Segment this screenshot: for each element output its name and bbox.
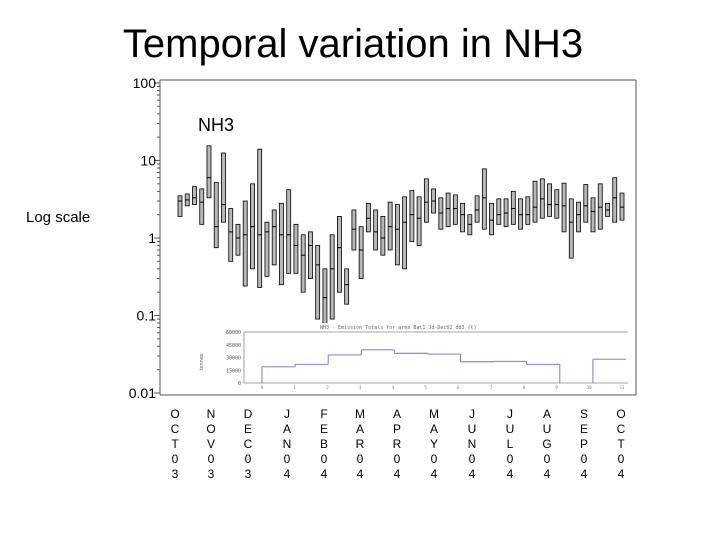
box-mark [374,210,378,250]
inset-x-tick-label: 1 [293,385,296,390]
month-label: O C T 0 4 [616,407,626,481]
box-mark [424,179,428,222]
box-mark [591,198,595,232]
inset-x-tick-label: 6 [457,385,460,390]
inset-x-tick-label: 9 [555,385,558,390]
box-mark [381,216,385,255]
inset-x-tick-label: 3 [358,385,362,390]
inset-y-tick-label: 15000 [225,368,241,375]
box-mark [366,203,370,232]
inset-x-tick-label: 11 [619,385,625,390]
box-mark [272,210,276,265]
box-mark [178,196,182,217]
box-mark [620,193,624,220]
month-label: J U L 0 4 [505,407,515,481]
box-mark [243,201,247,286]
inset-emission-chart [199,323,632,390]
box-mark [214,183,218,248]
box-mark [229,209,233,262]
box-mark [192,187,196,205]
box-mark [330,235,334,319]
main-chart-title: NH3 [198,115,235,135]
box-mark [410,191,414,242]
inset-x-tick-label: 7 [489,385,493,390]
box-mark [417,197,421,246]
box-mark [446,193,450,227]
log-scale-note: Log scale [26,209,91,226]
inset-y-tick-label: 45000 [225,342,241,349]
month-label: M A R 0 4 [355,407,365,481]
inset-y-label: tonnes [199,353,205,371]
box-mark [497,199,501,225]
inset-x-tick-label: 8 [522,385,526,390]
inset-title: NH3 - Emission Totals for area Bat1 Jd-Dec02 dd3 (t) [320,325,477,331]
box-mark [236,224,240,255]
box-mark [352,210,356,250]
slide-title: Temporal variation in NH3 [122,22,584,66]
main-y-tick-labels [129,75,156,401]
main-y-tick-label: 0.1 [136,307,156,324]
box-mark [519,199,523,229]
month-label: D E C 0 3 [243,407,253,481]
box-series [178,146,624,339]
box-mark [461,203,465,232]
box-mark [569,199,573,258]
month-label: A U G 0 4 [542,407,552,481]
box-mark [453,195,457,224]
box-mark [265,222,269,276]
box-mark [403,197,407,269]
box-mark [584,185,588,223]
month-label: O C T 0 3 [170,407,180,481]
main-y-tick-label: 10 [140,152,156,169]
month-label: J A N 0 4 [282,407,292,481]
inset-y-tick-label: 60000 [225,330,241,336]
inset-y-tick-label: 30000 [225,355,241,362]
box-mark [475,196,479,222]
inset-x-tick-label: 10 [586,385,592,390]
box-mark [200,189,204,224]
box-mark [598,184,602,229]
box-mark [533,181,537,222]
month-label: J U N 0 4 [467,407,477,481]
month-label: N O V 0 3 [206,407,216,481]
inset-x-tick-label: 2 [326,385,329,390]
box-mark [613,178,617,222]
box-mark [337,216,341,292]
box-mark [258,149,262,287]
inset-x-tick-label: 4 [391,385,395,390]
box-mark [287,190,291,274]
box-mark [395,205,399,265]
box-mark [308,232,312,279]
inset-y-tick-label: 0 [237,381,241,387]
box-mark [388,202,392,250]
box-mark [345,269,349,304]
box-mark [577,202,581,232]
box-mark [301,235,305,292]
inset-background [203,323,632,389]
inset-x-tick-label: 5 [424,385,427,390]
month-label: M A Y 0 4 [429,407,439,481]
box-mark [511,191,515,224]
box-mark [562,183,566,232]
main-y-tick-label: 0.01 [128,385,156,401]
month-label: S E P 0 4 [579,407,589,481]
main-y-tick-label: 100 [132,75,156,91]
box-mark [490,203,494,234]
box-mark [221,153,225,222]
box-mark [359,227,363,279]
box-mark [482,169,486,229]
main-y-tick-label: 1 [148,230,156,246]
box-mark [526,197,530,225]
month-axis-labels [170,407,625,481]
inset-x-tick-label: 0 [260,385,264,390]
box-mark [294,224,298,273]
month-label: F E B 0 4 [319,407,329,481]
box-mark [316,246,320,320]
box-mark [548,184,552,217]
box-mark [555,190,559,219]
month-label: A P R 0 4 [392,407,402,481]
box-mark [207,146,211,198]
box-mark [279,203,283,284]
